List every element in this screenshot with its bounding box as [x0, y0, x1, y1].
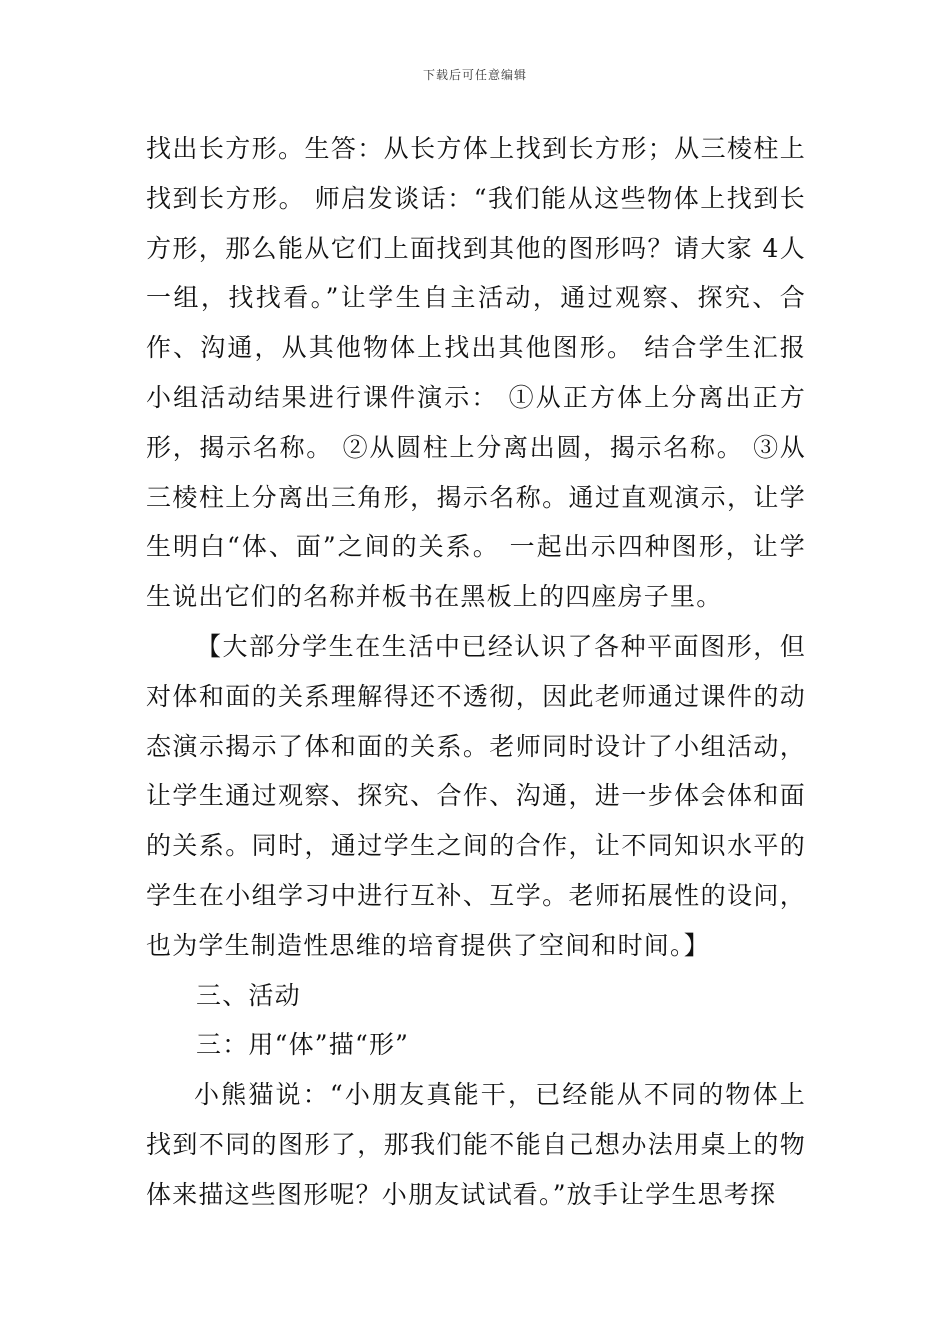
paragraph-continuation: 找出长方形。生答：从长方体上找到长方形；从三棱柱上找到长方形。 师启发谈话：“我们能从这些物体上找到长方形，那么能从它们上面找到其他的图形吗？请大家 4人一组，找找看。”让学生自主活动，通过观察、探究、合作、沟通，从其他物体上找出其他图形。 结合学生汇报小组活动结果进行课件演示： ①从正方体上分离出正方形，揭示名称。 ②从圆柱上分离出圆，揭示名称。 ③从三棱柱上分离出三角形，揭示名称。通过直观演示，让学生明白“体、面”之间的关系。 一起出示四种图形，让学生说出它们的名称并板书在黑板上的四座房子里。 [146, 134, 806, 612]
section-subheading: 三：用“体”描“形” [196, 1030, 410, 1060]
paragraph-commentary: 【大部分学生在生活中已经认识了各种平面图形，但对体和面的关系理解得还不透彻，因此老师通过课件的动态演示揭示了体和面的关系。老师同时设计了小组活动，让学生通过观察、探究、合作、沟通，进一步体会体和面的关系。同时，通过学生之间的合作，让不同知识水平的学生在小组学习中进行互补、互学。老师拓展性的设问，也为学生制造性思维的培育提供了空间和时间。】 [146, 631, 806, 960]
document-body [146, 124, 806, 1220]
section-heading-activity: 三、活动 [196, 980, 301, 1010]
page-header: 下载后可任意编辑 [422, 68, 527, 82]
paragraph-panda: 小熊猫说：“小朋友真能干，已经能从不同的物体上找到不同的图形了，那我们能不能自己想办法用桌上的物体来描这些图形呢？小朋友试试看。”放手让学生思考探 [146, 1080, 806, 1209]
